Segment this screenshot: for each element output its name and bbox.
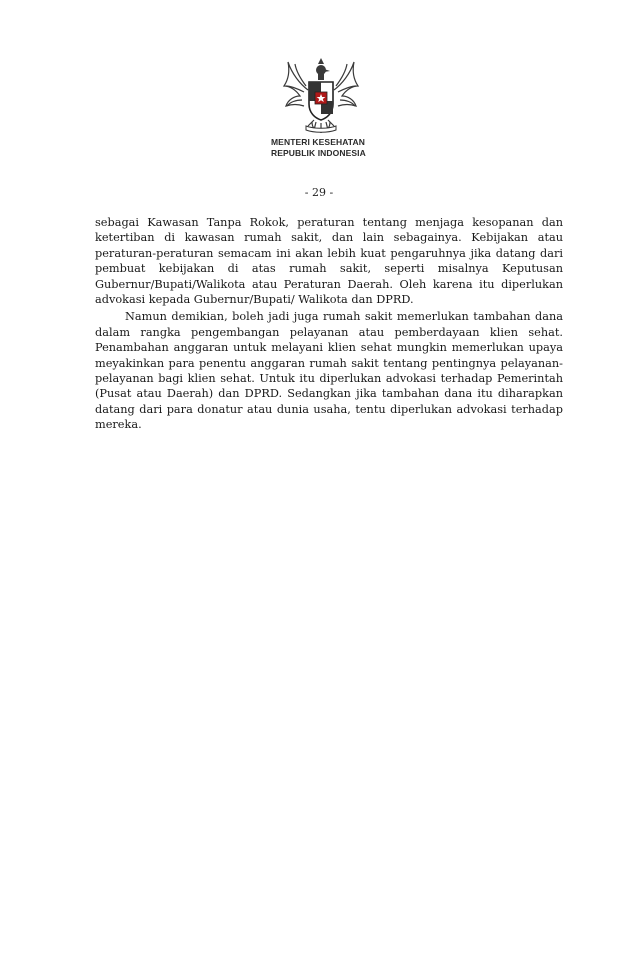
body-text [95,215,563,433]
garuda-pancasila-emblem-icon [278,56,364,140]
ministry-line-2: REPUBLIK INDONESIA [271,148,366,158]
ministry-title [271,137,381,159]
paragraph-1: sebagai Kawasan Tanpa Rokok, peraturan tentang menjaga kesopanan dan ketertiban di kawasan rumah sakit, dan lain sebagainya. Kebijakan atau peraturan-peraturan semacam ini akan lebih kuat pengaruhnya jika datang dari pembuat kebijakan di atas rumah sakit, seperti misalnya Keputusan Gubernur/Bupati/Walikota atau Peraturan Daerah. Oleh karena itu diperlukan advokasi kepada Gubernur/Bupati/ Walikota dan DPRD. [95,216,563,307]
ministry-line-1: MENTERI KESEHATAN [271,137,365,147]
page-number: - 29 - [304,186,334,199]
paragraph-2: Namun demikian, boleh jadi juga rumah sakit memerlukan tambahan dana dalam rangka pengembangan pelayanan atau pemberdayaan klien sehat. Penambahan anggaran untuk melayani klien sehat mungkin memerlukan upaya meyakinkan para penentu anggaran rumah sakit tentang pentingnya pelayanan-pelayanan bagi klien sehat. Untuk itu diperlukan advokasi terhadap Pemerintah (Pusat atau Daerah) dan DPRD. Sedangkan jika tambahan dana itu diharapkan datang dari para donatur atau dunia usaha, tentu diperlukan advokasi terhadap mereka. [95,310,563,432]
